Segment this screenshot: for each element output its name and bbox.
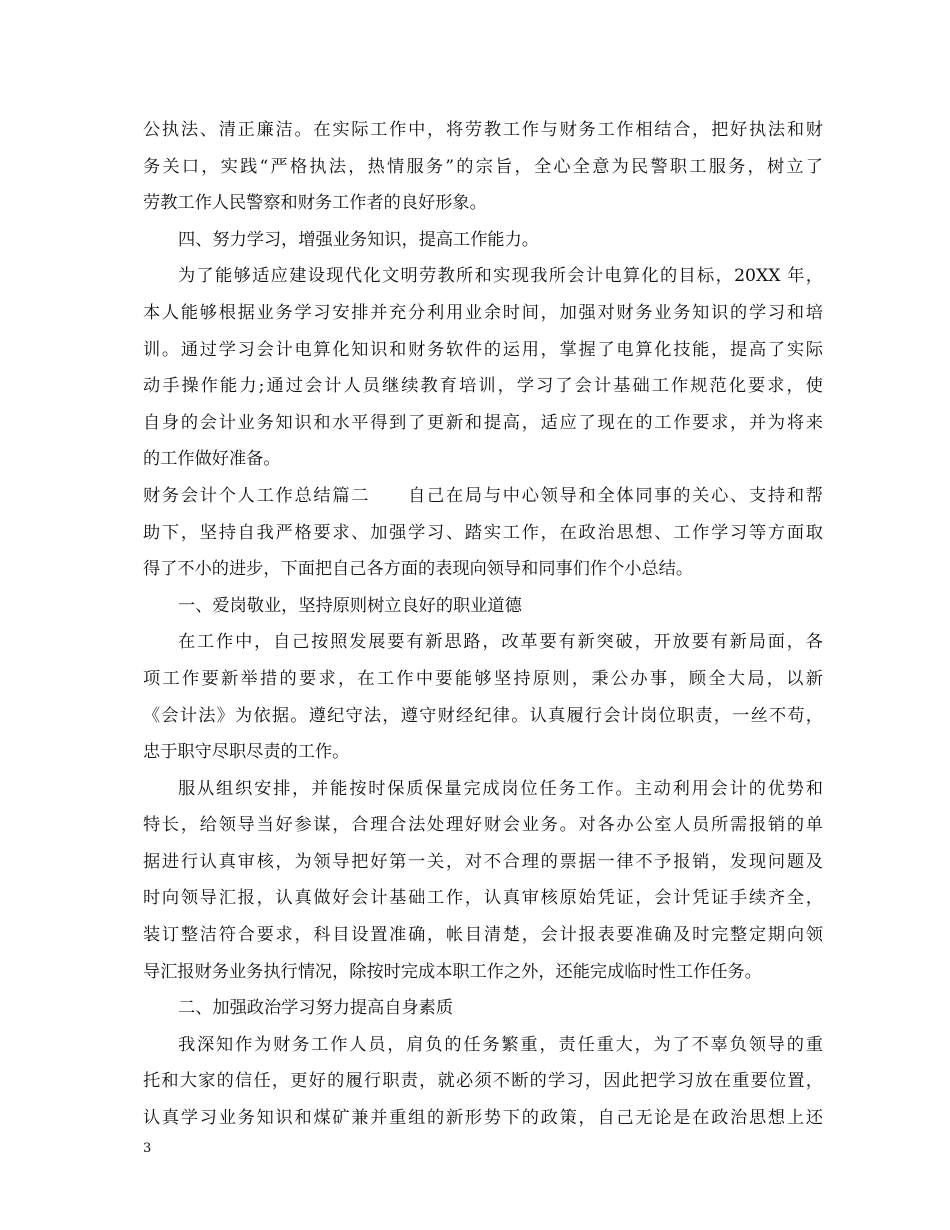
text-line: 为了能够适应建设现代化文明劳教所和实现我所会计电算化的目标，20XX 年，	[178, 266, 823, 287]
text-line: 据进行认真审核，为领导把好第一关，对不合理的票据一律不予报销，发现问题及	[143, 851, 823, 872]
text-line: 四、努力学习，增强业务知识，提高工作能力。	[178, 229, 539, 250]
page-number: 3	[143, 1141, 152, 1156]
text-line: 动手操作能力;通过会计人员继续教育培训，学习了会计基础工作规范化要求，使	[143, 376, 823, 397]
text-line: 财务会计个人工作总结篇二 自己在局与中心领导和全体同事的关心、支持和帮	[143, 485, 823, 506]
text-line: 训。通过学习会计电算化知识和财务软件的运用，掌握了电算化技能，提高了实际	[143, 339, 823, 360]
text-line: 导汇报财务业务执行情况，除按时完成本职工作之外，还能完成临时性工作任务。	[143, 961, 762, 982]
text-line: 特长，给领导当好参谋，合理合法处理好财会业务。对各办公室人员所需报销的单	[143, 815, 823, 836]
text-line: 助下，坚持自我严格要求、加强学习、踏实工作，在政治思想、工作学习等方面取	[143, 522, 823, 543]
text-line: 在工作中，自己按照发展要有新思路，改革要有新突破，开放要有新局面，各	[178, 632, 823, 653]
text-line: 务关口，实践“严格执法，热情服务”的宗旨，全心全意为民警职工服务，树立了	[143, 156, 823, 177]
text-line: 我深知作为财务工作人员，肩负的任务繁重，责任重大，为了不辜负领导的重	[178, 1034, 823, 1055]
text-line: 一、爱岗敬业，坚持原则树立良好的职业道德	[178, 595, 522, 616]
text-line: 的工作做好准备。	[143, 449, 281, 470]
text-line: 得了不小的进步，下面把自己各方面的表现向领导和同事们作个小总结。	[143, 559, 694, 580]
text-line: 认真学习业务知识和煤矿兼并重组的新形势下的政策，自己无论是在政治思想上还	[143, 1108, 823, 1129]
text-line: 《会计法》为依据。遵纪守法，遵守财经纪律。认真履行会计岗位职责，一丝不苟，	[143, 705, 823, 726]
text-line: 公执法、清正廉洁。在实际工作中，将劳教工作与财务工作相结合，把好执法和财	[143, 120, 823, 140]
text-line: 装订整洁符合要求，科目设置准确，帐目清楚，会计报表要准确及时完整定期向领	[143, 925, 823, 946]
text-line: 项工作要新举措的要求，在工作中要能够坚持原则，秉公办事，顾全大局，以新	[143, 668, 823, 689]
text-line: 忠于职守尽职尽责的工作。	[143, 742, 350, 763]
text-line: 二、加强政治学习努力提高自身素质	[178, 998, 454, 1019]
text-line: 劳教工作人民警察和财务工作者的良好形象。	[143, 193, 487, 214]
text-line: 自身的会计业务知识和水平得到了更新和提高，适应了现在的工作要求，并为将来	[143, 412, 823, 433]
text-line: 时向领导汇报，认真做好会计基础工作，认真审核原始凭证，会计凭证手续齐全，	[143, 888, 823, 909]
text-line: 服从组织安排，并能按时保质保量完成岗位任务工作。主动利用会计的优势和	[178, 778, 823, 799]
text-line: 托和大家的信任，更好的履行职责，就必须不断的学习，因此把学习放在重要位置，	[143, 1071, 823, 1092]
document-body	[143, 112, 823, 1137]
text-line: 本人能够根据业务学习安排并充分利用业余时间，加强对财务业务知识的学习和培	[143, 302, 823, 323]
